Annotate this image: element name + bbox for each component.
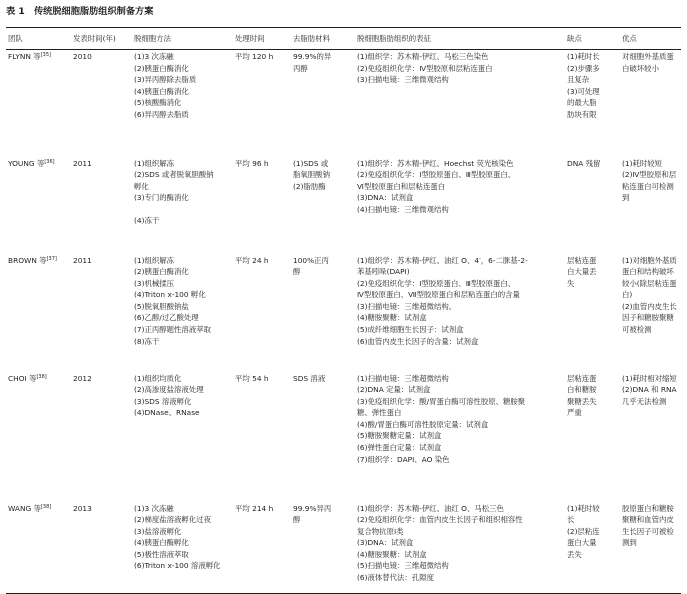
characterization-line: (6)血管内皮生长因子的含量：试剂盒 <box>357 336 479 346</box>
pros-line: 因子和糖胺聚糖 <box>622 313 674 323</box>
characterization-line: (2)免疫组织化学：血管内皮生长因子和组织相容性 <box>357 515 523 525</box>
pros-line: 几乎无法检测 <box>622 396 667 406</box>
pros-line: 测到 <box>622 538 637 548</box>
table-row <box>6 372 681 502</box>
material-line: (2)脂肪酶 <box>293 181 326 191</box>
method-line: (2)SDS 或者脱氧胆酸钠 <box>134 170 214 180</box>
material-line: (1)SDS 或 <box>293 158 329 168</box>
method-line: (6)乙醇/过乙酸处理 <box>134 313 199 323</box>
team-cell <box>6 372 71 502</box>
characterization-line: (7)组织学：DAPI、AO 染色 <box>357 454 450 464</box>
cons-line: 失 <box>567 278 575 288</box>
column-header-material: 去脂肪材料 <box>291 28 355 50</box>
cons-line: 严重 <box>567 408 582 418</box>
characterization-line: (2)免疫组织化学：Ⅳ型胶原和层粘连蛋白 <box>357 63 493 73</box>
method-cell <box>132 372 233 502</box>
pros-line: (2)Ⅳ型胶原和层 <box>622 170 677 180</box>
time-cell: 平均 214 h <box>233 502 291 594</box>
characterization-line: (5)成纤维细胞生长因子：试剂盒 <box>357 325 464 335</box>
characterization-line: (3)扫描电镜：三维超微结构。 <box>357 301 457 311</box>
characterization-line: (4)扫描电镜：三维微观结构 <box>357 204 449 214</box>
pros-line: 可被检测 <box>622 325 652 335</box>
pros-line: 聚糖和血管内皮 <box>622 515 674 525</box>
pros-line: 胶原蛋白和糖胺 <box>622 503 674 513</box>
pros-line: (1)耗时较短 <box>622 158 663 168</box>
reference-mark: [36] <box>44 158 55 165</box>
cons-line: 丢失 <box>567 549 582 559</box>
method-line: (3)机械揉压 <box>134 278 175 288</box>
pros-line: 较小(除层粘连蛋 <box>622 278 677 288</box>
cons-line: 白和糖胺 <box>567 385 597 395</box>
method-line: (1)组织解冻 <box>134 255 175 265</box>
method-line: (4)冻干 <box>134 216 160 226</box>
cons-line: 蛋白大量 <box>567 538 597 548</box>
pros-line: 生长因子可被检 <box>622 526 674 536</box>
pros-line: 对细胞外基质蛋 <box>622 52 674 61</box>
pros-line: 白破坏较小 <box>622 63 659 73</box>
method-line: (4)Triton x-100 孵化 <box>134 290 206 300</box>
team-cell <box>6 254 71 372</box>
method-cell <box>132 502 233 594</box>
table-row <box>6 50 681 157</box>
method-line: (2)梯度盐溶液孵化过夜 <box>134 515 211 525</box>
characterization-line: 复合物抗原Ⅰ类 <box>357 526 404 536</box>
method-cell <box>132 254 233 372</box>
cons-line: 层粘连蛋 <box>567 255 597 265</box>
cons-line: 层粘连蛋 <box>567 373 597 383</box>
method-line: (3)异丙醇除去脂质 <box>134 75 197 85</box>
cons-line: 白大量丢 <box>567 267 597 277</box>
method-line <box>134 204 231 216</box>
material-line: 醇 <box>293 515 301 525</box>
characterization-line: (5)扫描电镜：三维超微结构 <box>357 561 449 571</box>
decellularization-table <box>6 27 681 594</box>
method-line: (2)胰蛋白酶消化 <box>134 63 189 73</box>
method-line: (6)异丙醇去脂质 <box>134 109 189 119</box>
column-header-cons: 缺点 <box>565 28 620 50</box>
cons-line: 且复杂 <box>567 75 590 85</box>
column-header-year: 发表时间(年) <box>71 28 132 50</box>
pros-line: 粘连蛋白可检测 <box>622 181 674 191</box>
table-header-row <box>6 28 681 50</box>
material-cell <box>291 502 355 594</box>
team-name: YOUNG 等 <box>8 158 45 168</box>
team-name: FLYNN 等 <box>8 52 41 61</box>
method-line: (3)专门的酶消化 <box>134 193 189 203</box>
method-line: (5)脱氧胆酸钠盐 <box>134 301 189 311</box>
characterization-line: (3)DNA：试剂盒 <box>357 538 414 548</box>
method-line: (4)胰蛋白酶消化 <box>134 86 189 96</box>
team-cell <box>6 50 71 157</box>
column-header-team: 团队 <box>6 28 71 50</box>
characterization-line: (2)免疫组织化学：Ⅰ型胶原蛋白、Ⅲ型胶原蛋白、 <box>357 170 516 180</box>
cons-line: 长 <box>567 515 575 525</box>
characterization-line: (4)酸/胃蛋白酶可溶性胶原定量：试剂盒 <box>357 419 489 429</box>
method-line: (5)极性溶液萃取 <box>134 549 189 559</box>
cons-cell <box>565 502 620 594</box>
table-row <box>6 157 681 254</box>
time-cell: 平均 120 h <box>235 52 274 61</box>
characterization-line: 苯基吲哚(DAPI) <box>357 267 410 277</box>
material-line: 脂氧胆酸钠 <box>293 170 330 180</box>
characterization-cell <box>355 372 565 502</box>
material-line: 醇 <box>293 267 301 277</box>
reference-mark: [37] <box>46 255 57 262</box>
cons-line: DNA 残留 <box>567 158 601 168</box>
method-line: (6)Triton x-100 溶液孵化 <box>134 561 221 571</box>
characterization-line: (3)DNA：试剂盒 <box>357 193 414 203</box>
pros-line: (1)对细胞外基质 <box>622 255 677 265</box>
pros-line: (1)耗时相对缩短 <box>622 373 677 383</box>
cons-cell <box>565 50 620 157</box>
method-line: (1)组织解冻 <box>134 158 175 168</box>
cons-line: 聚糖丢失 <box>567 396 597 406</box>
table-row <box>6 502 681 594</box>
team-name: CHOI 等 <box>8 373 37 383</box>
pros-line: 到 <box>622 193 630 203</box>
pros-cell <box>620 50 681 157</box>
team-cell <box>6 157 71 254</box>
material-cell <box>291 372 355 502</box>
column-header-time: 处理时间 <box>233 28 291 50</box>
cons-line: (3)可处理 <box>567 86 600 96</box>
year-cell: 2013 <box>71 502 132 594</box>
characterization-cell <box>355 157 565 254</box>
material-cell <box>291 157 355 254</box>
column-header-characterization: 脱细胞脂肪组织的表征 <box>355 28 565 50</box>
characterization-line: (4)糖胺聚糖：试剂盒 <box>357 549 427 559</box>
characterization-line: Ⅵ型胶原蛋白和层粘连蛋白 <box>357 181 446 191</box>
method-line: (1)组织均质化 <box>134 373 182 383</box>
table-title: 传统脱细胞脂肪组织制备方案 <box>34 6 154 17</box>
characterization-line: (5)糖胺聚糖定量：试剂盒 <box>357 431 442 441</box>
characterization-cell <box>355 254 565 372</box>
cons-line: (2)步骤多 <box>567 63 600 73</box>
method-line: (3)SDS 溶液孵化 <box>134 396 192 406</box>
material-line: 100%正丙 <box>293 255 329 265</box>
characterization-line: 糖、弹性蛋白 <box>357 408 402 418</box>
method-line: (1)3 次冻融 <box>134 503 174 513</box>
characterization-line: (6)弹性蛋白定量：试剂盒 <box>357 443 442 453</box>
method-line: (3)盐溶液孵化 <box>134 526 182 536</box>
pros-line: 白) <box>622 290 633 300</box>
year-cell: 2011 <box>73 255 92 265</box>
characterization-line: (6)液体替代法：孔隙度 <box>357 573 434 583</box>
characterization-line: (1)组织学：苏木精-伊红、油红 O、马松三色 <box>357 503 504 513</box>
reference-mark: [38] <box>40 503 52 510</box>
method-line: (1)3 次冻融 <box>134 52 174 61</box>
material-line: 99.9%的异 <box>293 52 332 61</box>
year-cell: 2012 <box>73 373 92 383</box>
material-line: SDS 溶液 <box>293 373 326 383</box>
material-cell <box>291 254 355 372</box>
method-line: (8)冻干 <box>134 336 160 346</box>
pros-cell <box>620 157 681 254</box>
reference-mark: [38] <box>36 373 47 380</box>
characterization-line: (2)DNA 定量：试剂盒 <box>357 385 431 395</box>
method-line: (5)核酸酶消化 <box>134 98 182 108</box>
cons-cell <box>565 254 620 372</box>
characterization-line: (2)免疫组织化学：Ⅰ型胶原蛋白、Ⅲ型胶原蛋白、 <box>357 278 516 288</box>
method-line: 孵化 <box>134 181 149 191</box>
material-line: 99.9%异丙 <box>293 503 332 513</box>
table-row <box>6 254 681 372</box>
method-cell <box>132 157 233 254</box>
team-cell <box>6 502 71 594</box>
cons-cell <box>565 157 620 254</box>
material-cell <box>291 50 355 157</box>
reference-mark: [35] <box>40 52 51 58</box>
team-name: WANG 等 <box>8 503 41 513</box>
characterization-cell <box>355 502 565 594</box>
column-header-pros: 优点 <box>620 28 681 50</box>
method-line: (7)正丙醇题性溶液萃取 <box>134 325 211 335</box>
method-line: (4)胰蛋白酶孵化 <box>134 538 189 548</box>
pros-line: 蛋白和结构破坏 <box>622 267 674 277</box>
time-cell: 平均 96 h <box>235 158 269 168</box>
characterization-cell <box>355 50 565 157</box>
pros-cell <box>620 372 681 502</box>
pros-line: (2)血管内皮生长 <box>622 301 677 311</box>
cons-line: (1)耗时较 <box>567 503 600 513</box>
cons-line: (2)层粘连 <box>567 526 600 536</box>
characterization-line: (3)扫描电镜：三维微观结构 <box>357 75 449 85</box>
time-cell: 平均 54 h <box>235 373 269 383</box>
year-cell: 2011 <box>73 158 92 168</box>
cons-line: 的最大脂 <box>567 98 597 108</box>
characterization-line: (4)糖胺聚糖：试剂盒 <box>357 313 427 323</box>
pros-cell <box>620 254 681 372</box>
method-line: (2)高渗度盐溶液处理 <box>134 385 204 395</box>
characterization-line: (1)组织学：苏木精-伊红、马松三色染色 <box>357 52 489 61</box>
method-line: (4)DNase、RNase <box>134 408 200 418</box>
team-name: BROWN 等 <box>8 255 47 265</box>
cons-line: (1)耗时长 <box>567 52 600 61</box>
characterization-line: Ⅳ型胶原蛋白、Ⅶ型胶原蛋白和层粘连蛋白的含量 <box>357 290 520 300</box>
pros-line: (2)DNA 和 RNA <box>622 385 677 395</box>
characterization-line: (1)组织学：苏木精-伊红、Hoechst 荧光核染色 <box>357 158 514 168</box>
method-cell <box>132 50 233 157</box>
characterization-line: (1)扫描电镜：三维超微结构 <box>357 373 449 383</box>
characterization-line: (3)免疫组织化学：酸/胃蛋白酶可溶性胶原、糖胺聚 <box>357 396 526 406</box>
cons-line: 肪块有限 <box>567 109 597 119</box>
method-line: (2)胰蛋白酶消化 <box>134 267 189 277</box>
table-number: 表 1 <box>6 6 25 17</box>
table-caption <box>6 6 681 18</box>
pros-cell <box>620 502 681 594</box>
time-cell: 平均 24 h <box>235 255 269 265</box>
characterization-line: (1)组织学：苏木精-伊红、油红 O、4′，6-二脒基-2- <box>357 255 528 265</box>
year-cell: 2010 <box>73 52 92 61</box>
cons-cell <box>565 372 620 502</box>
material-line: 丙醇 <box>293 63 308 73</box>
column-header-method: 脱细胞方法 <box>132 28 233 50</box>
